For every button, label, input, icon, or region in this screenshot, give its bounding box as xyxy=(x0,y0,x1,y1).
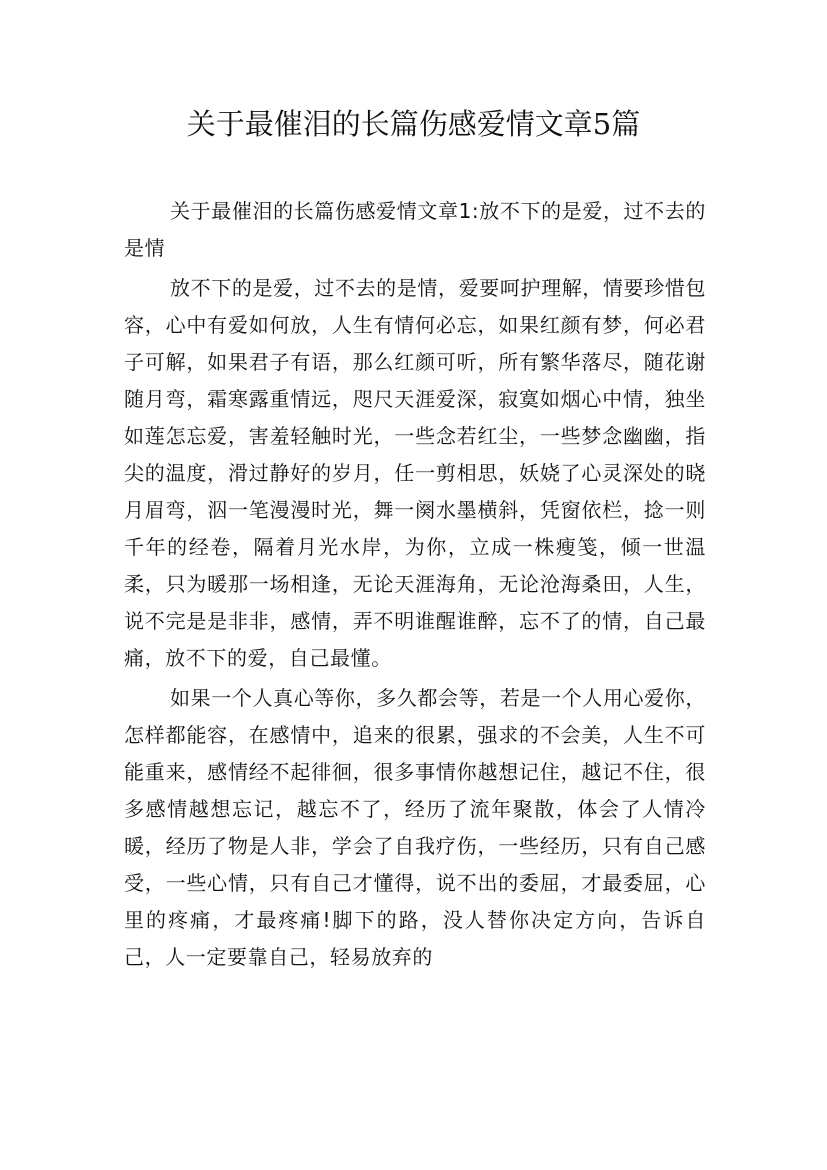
document-body xyxy=(124,193,706,979)
paragraph: 如果一个人真心等你，多久都会等，若是一个人用心爱你，怎样都能容，在感情中，追来的很累，强求的不会美，人生不可能重来，感情经不起徘徊，很多事情你越想记住，越记不住，很多感情越想忘记，越忘不了，经历了流年聚散，体会了人情冷暖，经历了物是人非，学会了自我疗伤，一些经历，只有自己感受，一些心情，只有自己才懂得，说不出的委屈，才最委屈，心里的疼痛，才最疼痛!脚下的路，没人替你决定方向，告诉自己，人一定要靠自己，轻易放弃的 xyxy=(124,686,706,969)
paragraph: 放不下的是爱，过不去的是情，爱要呵护理解，情要珍惜包容，心中有爱如何放，人生有情何必忘，如果红颜有梦，何必君子可解，如果君子有语，那么红颜可听，所有繁华落尽，随花谢随月弯，霜寒露重情远，咫尺天涯爱深，寂寞如烟心中情，独坐如莲怎忘爱，害羞轻触时光，一些念若红尘，一些梦念幽幽，指尖的温度，滑过静好的岁月，任一剪相思，妖娆了心灵深处的晓月眉弯，泅一笔漫漫时光，舞一阕水墨横斜，凭窗依栏，捻一则千年的经卷，隔着月光水岸，为你，立成一株瘦笺，倾一世温柔，只为暖那一场相逢，无论天涯海角，无论沧海桑田，人生，说不完是是非非，感情，弄不明谁醒谁醉，忘不了的情，自己最痛，放不下的爱，自己最懂。 xyxy=(124,276,706,670)
document-title: 关于最催泪的长篇伤感爱情文章5篇 xyxy=(186,107,641,141)
paragraph-section-heading: 关于最催泪的长篇伤感爱情文章1:放不下的是爱，过不去的是情 xyxy=(124,199,706,260)
